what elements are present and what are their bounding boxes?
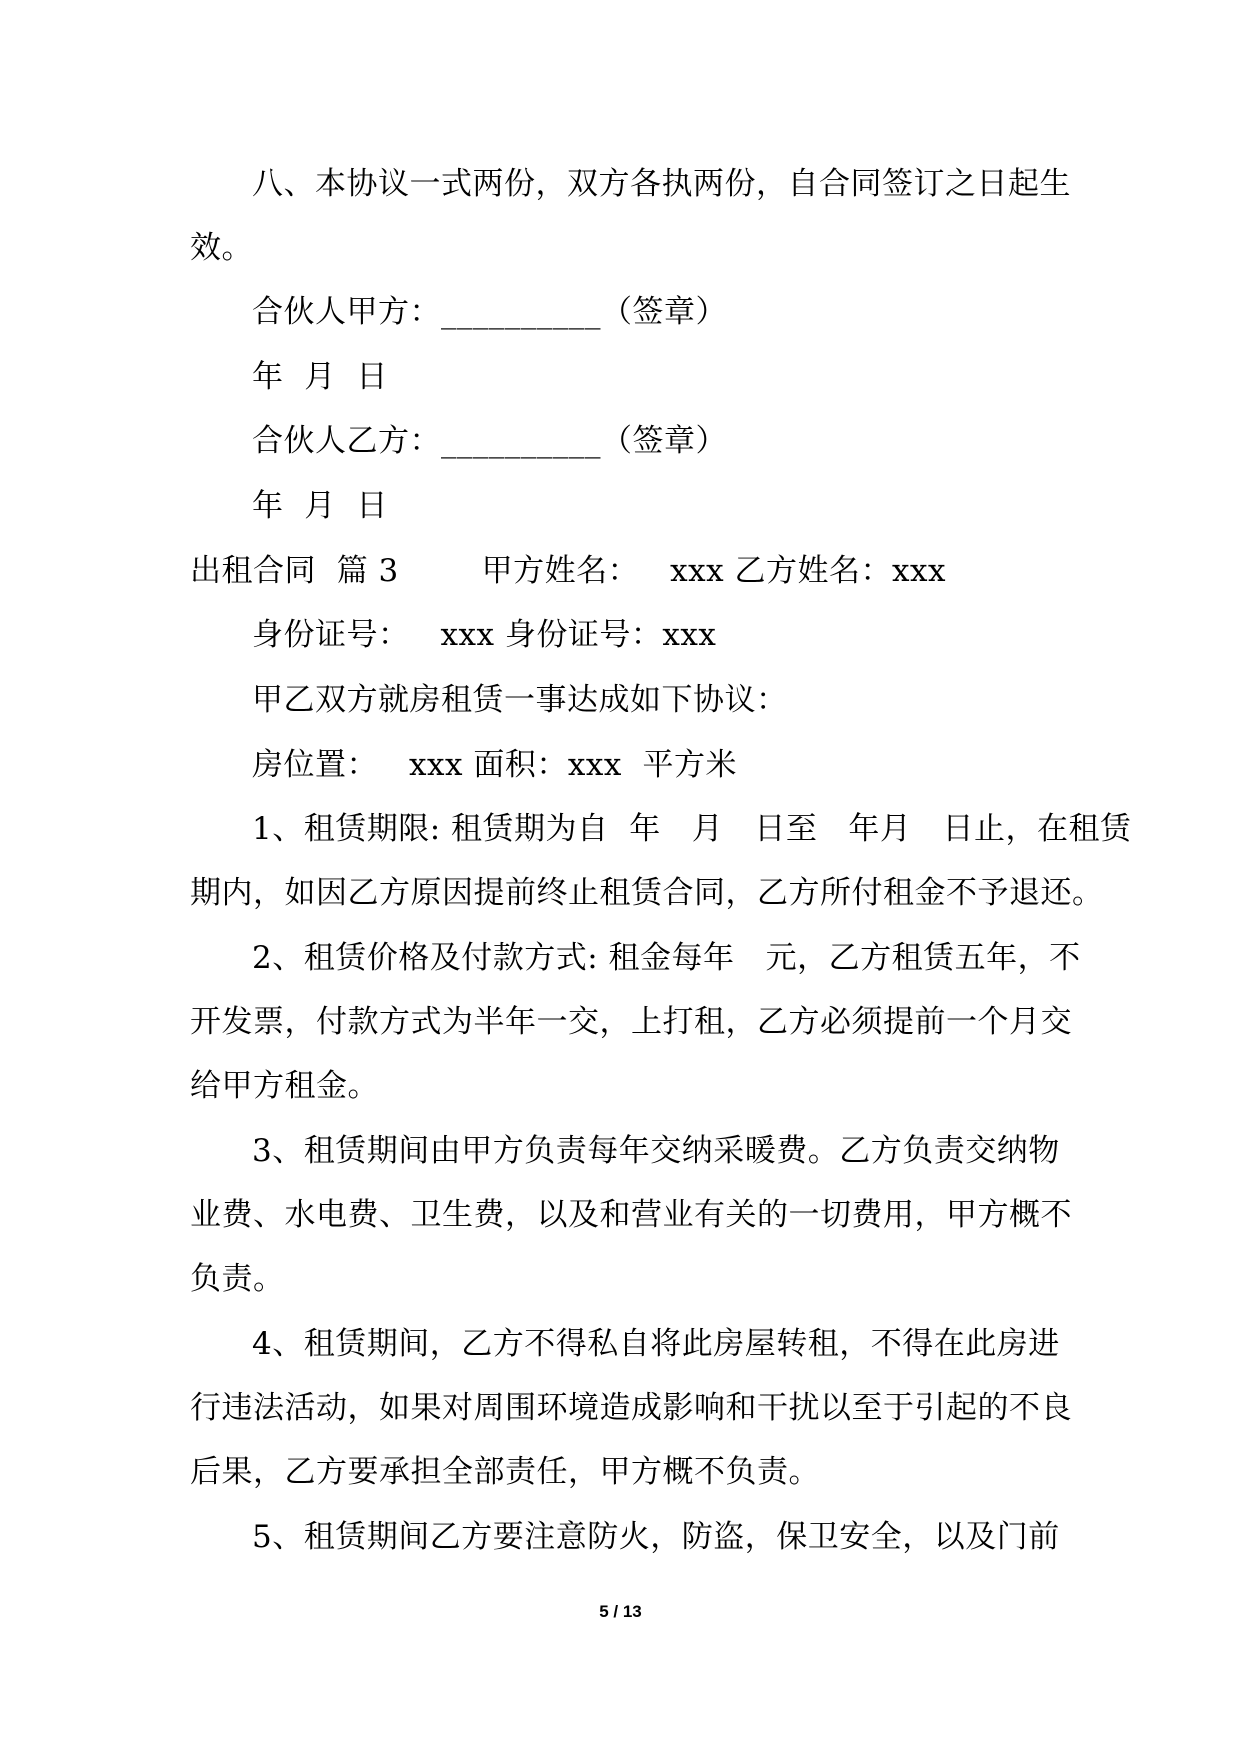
party-a-signature-line: 合伙人甲方：__________（签章）	[252, 294, 727, 330]
clause-4-line: 行违法活动，如果对周围环境造成影响和干扰以至于引起的不良	[190, 1390, 1072, 1426]
date-line: 年 月 日	[252, 359, 388, 395]
clause-3-line: 负责。	[190, 1261, 285, 1297]
clause-2-line: 开发票，付款方式为半年一交，上打租，乙方必须提前一个月交	[190, 1004, 1072, 1040]
id-number-line: 身份证号： xxx 身份证号：xxx	[252, 617, 717, 653]
clause-1-line: 期内，如因乙方原因提前终止租赁合同，乙方所付租金不予退还。	[190, 875, 1104, 911]
property-location-line: 房位置： xxx 面积：xxx 平方米	[252, 747, 738, 783]
text-line: 效。	[190, 230, 253, 266]
clause-4-line: 后果，乙方要承担全部责任，甲方概不负责。	[190, 1454, 820, 1490]
clause-2-line: 2、租赁价格及付款方式: 租金每年 元，乙方租赁五年，不	[252, 940, 1081, 976]
clause-3-line: 业费、水电费、卫生费，以及和营业有关的一切费用，甲方概不	[190, 1197, 1072, 1233]
text-line: 八、本协议一式两份，双方各执两份，自合同签订之日起生	[252, 166, 1071, 202]
clause-5-line: 5、租赁期间乙方要注意防火，防盗，保卫安全，以及门前	[252, 1519, 1060, 1555]
date-line: 年 月 日	[252, 488, 388, 524]
clause-2-line: 给甲方租金。	[190, 1068, 379, 1104]
clause-3-line: 3、租赁期间由甲方负责每年交纳采暖费。乙方负责交纳物	[252, 1133, 1060, 1169]
page-number: 5 / 13	[599, 1602, 642, 1621]
clause-1-line: 1、租赁期限: 租赁期为自 年 月 日至 年月 日止，在租赁	[252, 811, 1132, 847]
clause-4-line: 4、租赁期间，乙方不得私自将此房屋转租，不得在此房进	[252, 1326, 1060, 1362]
party-b-signature-line: 合伙人乙方：__________（签章）	[252, 423, 727, 459]
agreement-intro-line: 甲乙双方就房租赁一事达成如下协议：	[252, 682, 788, 718]
contract-heading-line: 出租合同 篇 3 甲方姓名： xxx 乙方姓名：xxx	[190, 553, 946, 589]
